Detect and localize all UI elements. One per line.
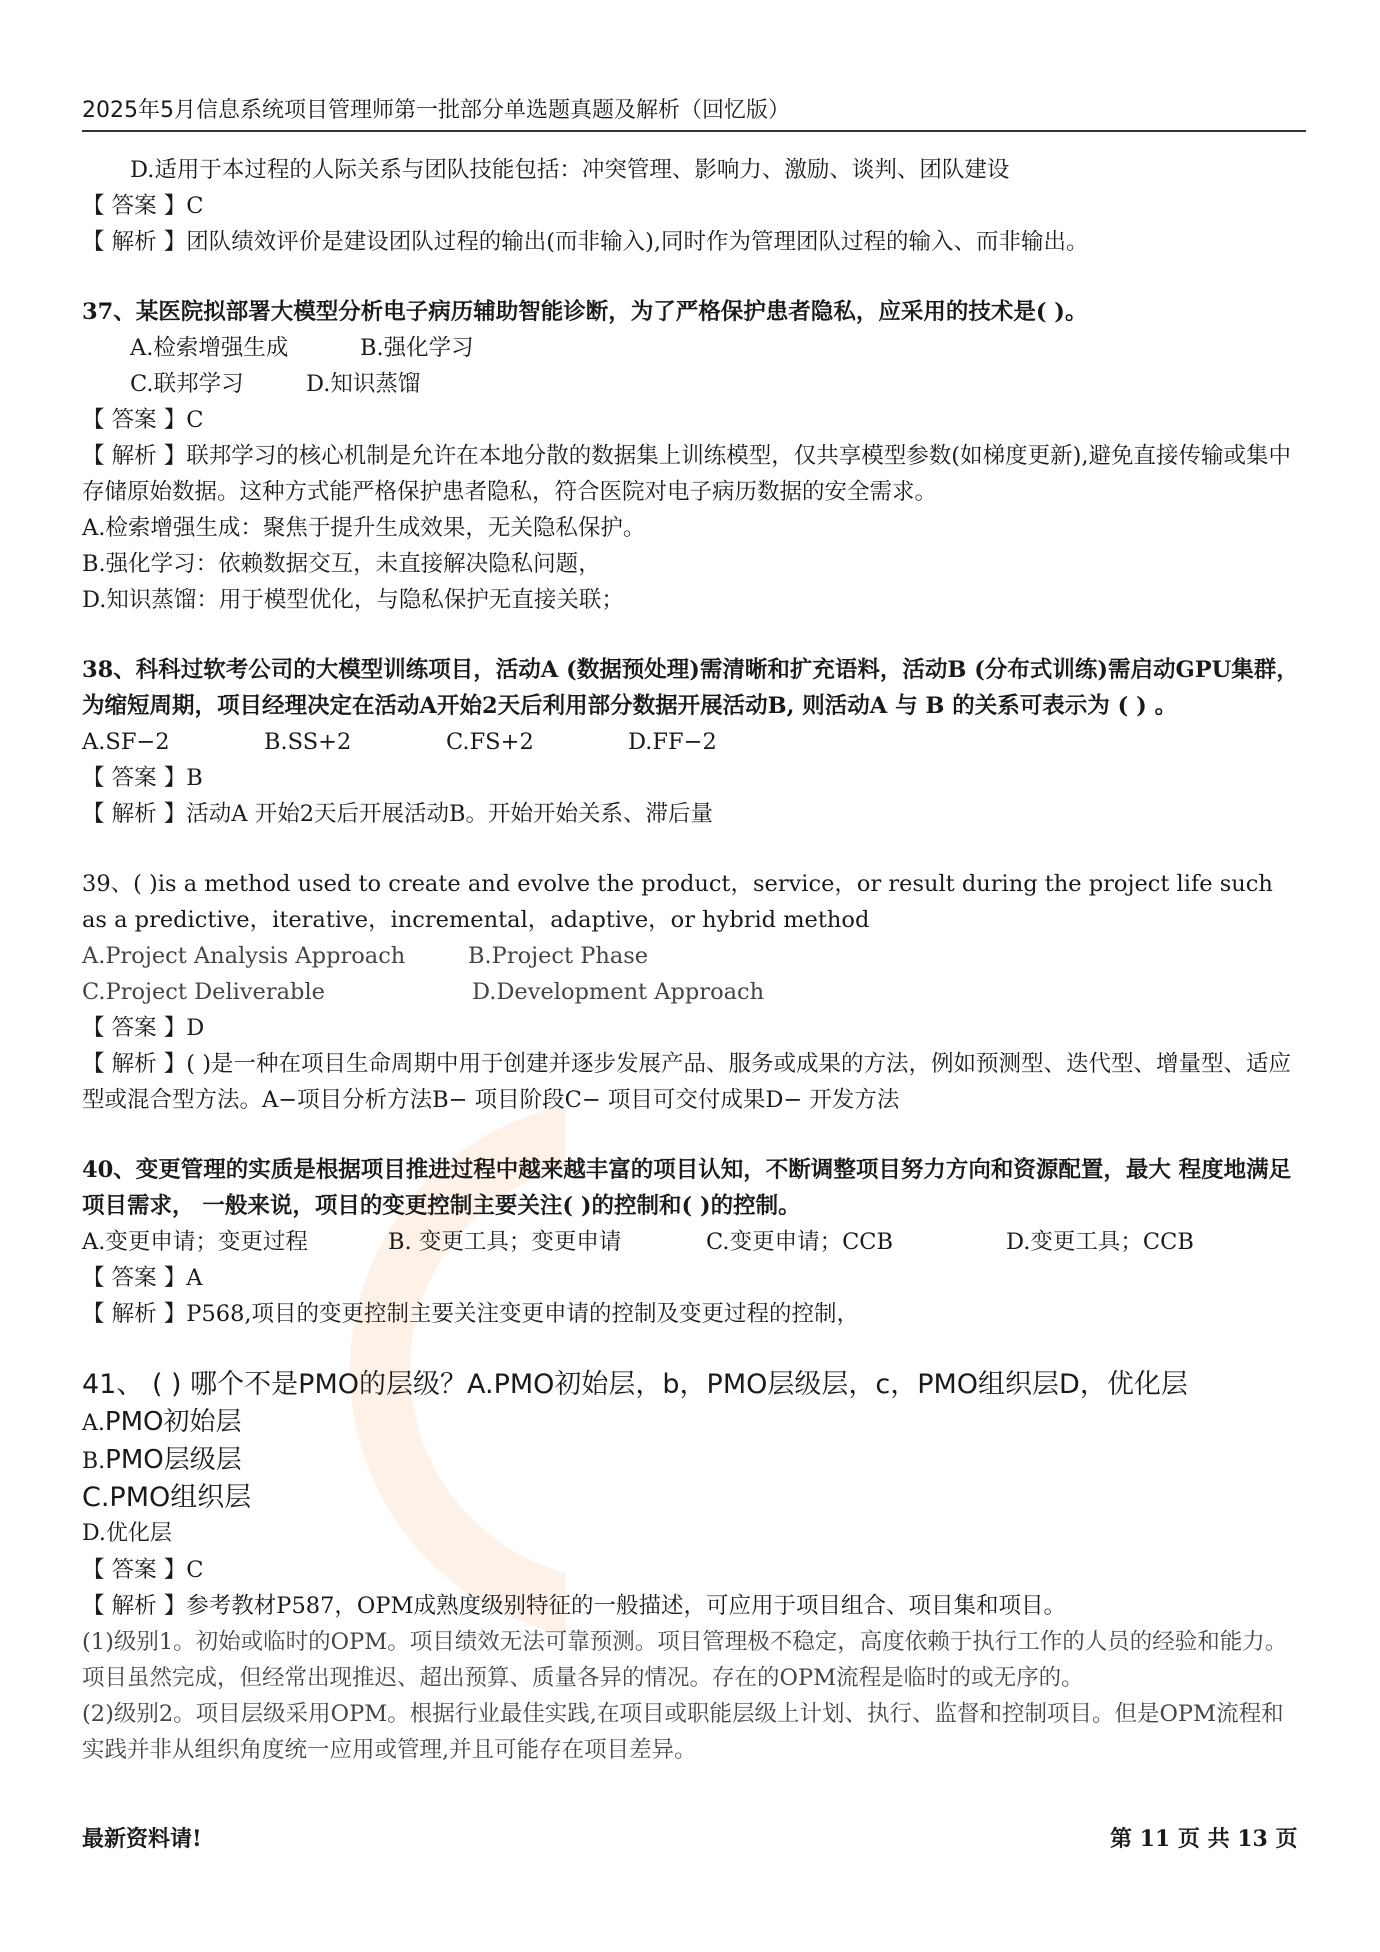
q39-option-d: D.Development Approach xyxy=(472,979,765,1005)
q40-option-b: B. 变更工具；变更申请 xyxy=(388,1229,622,1255)
q37-option-a: A.检索增强生成 xyxy=(130,335,289,361)
q39-question: 39、( )is a method used to create and evolve the product，service，or result during the project life such as a predictive，iterative，incremental，adaptive，or hybrid method xyxy=(82,871,1273,933)
q38-answer: 【 答案 】B xyxy=(82,765,203,791)
q41-option-d-row xyxy=(82,1516,1302,1552)
q41-option-a-row xyxy=(82,1404,1302,1442)
q40-option-c: C.变更申请；CCB xyxy=(706,1229,894,1255)
q38-question: 38、科科过软考公司的大模型训练项目，活动A (数据预处理)需清晰和扩充语料，活动B (分布式训练)需启动GPU集群，为缩短周期，项目经理决定在活动A开始2天后利用部分数据开展活动B, 则活动A 与 B 的关系可表示为 ( ) 。 xyxy=(82,657,1299,719)
q40-options xyxy=(82,1224,1302,1260)
q37-note-b: B.强化学习：依赖数据交互，未直接解决隐私问题， xyxy=(82,551,601,577)
page-number: 第 11 页 共 13 页 xyxy=(1110,1826,1298,1852)
header-divider xyxy=(82,130,1306,132)
q38-option-b: B.SS+2 xyxy=(264,729,352,755)
q37-options-row2 xyxy=(82,366,1302,402)
page-content xyxy=(82,152,1302,1768)
q37-analysis: 【 解析 】联邦学习的核心机制是允许在本地分散的数据集上训练模型，仅共享模型参数(如梯度更新),避免直接传输或集中存储原始数据。这种方式能严格保护患者隐私，符合医院对电子病历数据的安全需求。 xyxy=(82,443,1292,505)
q37-option-d: D.知识蒸馏 xyxy=(306,371,421,397)
q40-option-a: A.变更申请；变更过程 xyxy=(82,1229,308,1255)
q41-question: 41、 ( ) 哪个不是PMO的层级？A.PMO初始层，b，PMO层级层，c，PMO组织层D，优化层 xyxy=(82,1369,1188,1400)
q39-options-row1 xyxy=(82,938,1302,974)
q39-option-c: C.Project Deliverable xyxy=(82,979,325,1005)
q41-option-d-prefix: D. xyxy=(82,1521,106,1546)
q41-analysis: 【 解析 】参考教材P587，OPM成熟度级别特征的一般描述，可应用于项目组合、项目集和项目。 xyxy=(82,1593,1067,1619)
q40-option-d: D.变更工具；CCB xyxy=(1006,1229,1194,1255)
q38-option-a: A.SF−2 xyxy=(82,729,170,755)
q38-option-d: D.FF−2 xyxy=(628,729,717,755)
q41-option-b-prefix: B. xyxy=(82,1449,106,1474)
q40-question: 40、变更管理的实质是根据项目推进过程中越来越丰富的项目认知，不断调整项目努力方向和资源配置，最大 程度地满足项目需求， 一般来说，项目的变更控制主要关注( )的控制和( )的控制。 xyxy=(82,1157,1292,1219)
page-header: 2025年5月信息系统项目管理师第一批部分单选题真题及解析（回忆版） xyxy=(82,98,790,123)
q41-option-c: C.PMO组织层 xyxy=(82,1482,252,1513)
q39-option-a: A.Project Analysis Approach xyxy=(82,943,406,969)
q41-option-b-row xyxy=(82,1442,1302,1480)
q38-option-c: C.FS+2 xyxy=(446,729,534,755)
q36-analysis: 【 解析 】团队绩效评价是建设团队过程的输出(而非输入),同时作为管理团队过程的输入、而非输出。 xyxy=(82,229,1089,255)
q41-option-b: PMO层级层 xyxy=(105,1445,242,1475)
q39-option-b: B.Project Phase xyxy=(468,943,649,969)
q40-analysis: 【 解析 】P568,项目的变更控制主要关注变更申请的控制及变更过程的控制， xyxy=(82,1301,860,1327)
q41-answer: 【 答案 】C xyxy=(82,1557,204,1583)
q38-options xyxy=(82,724,1302,760)
q36-answer: 【 答案 】C xyxy=(82,193,204,219)
q37-note-a: A.检索增强生成：聚焦于提升生成效果，无关隐私保护。 xyxy=(82,515,646,541)
q41-level1: (1)级别1。初始或临时的OPM。项目绩效无法可靠预测。项目管理极不稳定，高度依赖于执行工作的人员的经验和能力。项目虽然完成，但经常出现推迟、超出预算、质量各异的情况。存在的OPM流程是临时的或无序的。 xyxy=(82,1629,1288,1691)
q37-answer: 【 答案 】C xyxy=(82,407,204,433)
q41-option-a-prefix: A. xyxy=(82,1411,105,1436)
q37-question: 37、某医院拟部署大模型分析电子病历辅助智能诊断，为了严格保护患者隐私，应采用的技术是( )。 xyxy=(82,299,1088,325)
q41-option-a: PMO初始层 xyxy=(104,1407,242,1437)
q40-answer: 【 答案 】A xyxy=(82,1265,203,1291)
q39-analysis: 【 解析 】( )是一种在项目生命周期中用于创建并逐步发展产品、服务或成果的方法，例如预测型、迭代型、增量型、适应型或混合型方法。A−项目分析方法B− 项目阶段C− 项目可交付成果D− 开发方法 xyxy=(82,1051,1292,1113)
q37-option-b: B.强化学习 xyxy=(360,335,474,361)
q37-note-d: D.知识蒸馏：用于模型优化，与隐私保护无直接关联； xyxy=(82,587,624,613)
q36-option-d: D.适用于本过程的人际关系与团队技能包括：冲突管理、影响力、激励、谈判、团队建设 xyxy=(130,157,1010,183)
q37-options-row1 xyxy=(82,330,1302,366)
q41-level2: (2)级别2。项目层级采用OPM。根据行业最佳实践,在项目或职能层级上计划、执行、监督和控制项目。但是OPM流程和实践并非从组织角度统一应用或管理,并且可能存在项目差异。 xyxy=(82,1701,1284,1763)
q37-option-c: C.联邦学习 xyxy=(130,371,244,397)
footer-note: 最新资料请! xyxy=(82,1826,202,1852)
q38-analysis: 【 解析 】活动A 开始2天后开展活动B。开始开始关系、滞后量 xyxy=(82,801,714,827)
q39-options-row2 xyxy=(82,974,1302,1010)
q39-answer: 【 答案 】D xyxy=(82,1015,205,1041)
q41-option-d: 优化层 xyxy=(105,1521,172,1546)
